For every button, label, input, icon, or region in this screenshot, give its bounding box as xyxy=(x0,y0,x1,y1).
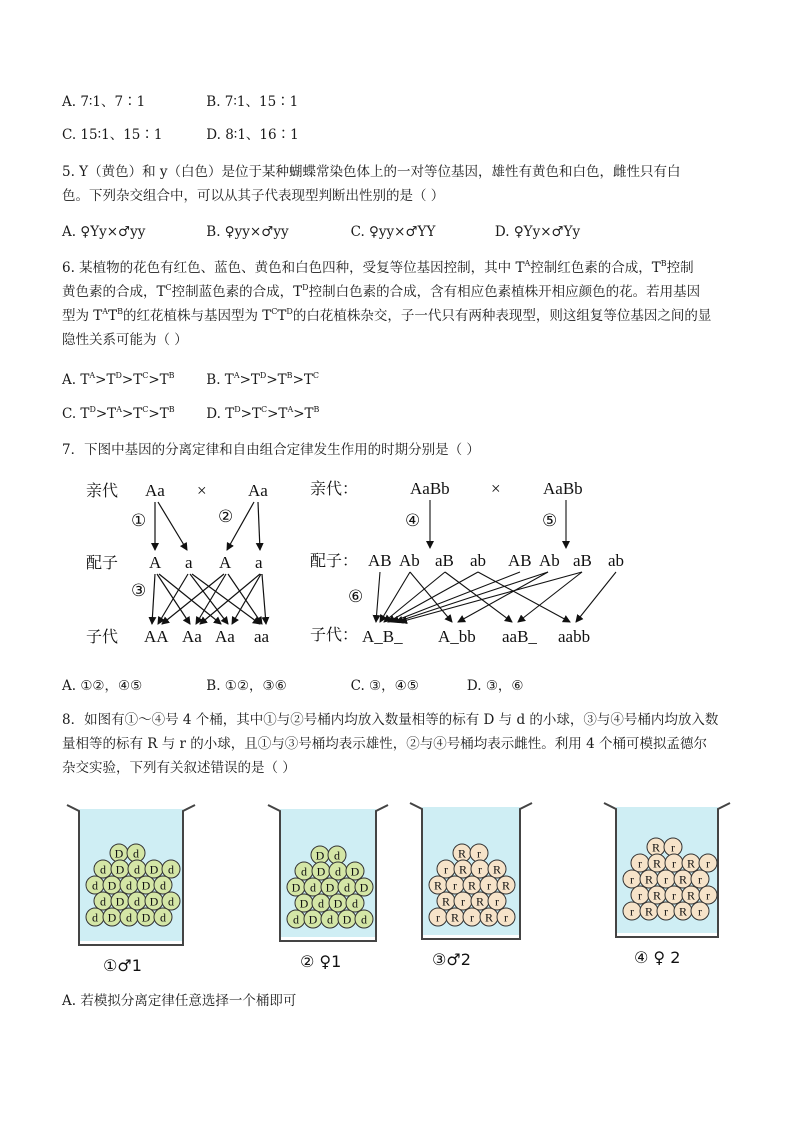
svg-text:R: R xyxy=(467,878,477,893)
q6-option-b: B. $T^A>T^D>T^B>T^C$ xyxy=(206,371,320,388)
ball xyxy=(647,838,665,856)
q4-option-row-1 xyxy=(62,92,298,112)
marker-4: ④ xyxy=(405,511,421,530)
svg-text:D: D xyxy=(115,894,125,909)
q6-option-a: A. $T^A>T^D>T^C>T^B$ xyxy=(62,371,175,388)
svg-text:D: D xyxy=(333,896,343,911)
ball xyxy=(111,860,129,878)
ball xyxy=(488,892,506,910)
ball xyxy=(312,862,330,880)
svg-text:r: r xyxy=(671,840,675,855)
ball xyxy=(312,894,330,912)
svg-text:D: D xyxy=(114,846,124,861)
ball xyxy=(137,908,155,926)
ball xyxy=(328,846,346,864)
svg-text:r: r xyxy=(453,878,457,893)
ball xyxy=(338,910,356,928)
svg-text:D: D xyxy=(359,880,369,895)
ball xyxy=(311,846,329,864)
ball xyxy=(699,854,717,872)
q6-option-d: D. $T^D>T^C>T^A>T^B$ xyxy=(206,405,320,422)
ball xyxy=(623,902,641,920)
q4-option-row-2 xyxy=(62,125,299,145)
svg-text:D: D xyxy=(299,896,309,911)
svg-text:D: D xyxy=(308,912,318,927)
q6-stem xyxy=(62,256,738,352)
ball xyxy=(691,902,709,920)
left-gamete-4: a xyxy=(255,553,263,572)
svg-text:D: D xyxy=(107,878,117,893)
svg-text:d: d xyxy=(160,910,166,925)
ball xyxy=(346,894,364,912)
svg-text:d: d xyxy=(100,862,106,877)
svg-text:d: d xyxy=(92,878,98,893)
right-gamete-1: AB xyxy=(368,551,392,570)
svg-text:D: D xyxy=(350,864,360,879)
q4-option-a: A. 7∶1、7∶1 xyxy=(62,94,146,110)
svg-text:R: R xyxy=(484,910,494,925)
ball xyxy=(429,876,447,894)
svg-text:d: d xyxy=(160,878,166,893)
q5-option-b: B. ♀yy×♂yy xyxy=(206,224,289,240)
svg-text:r: r xyxy=(461,894,465,909)
right-gamete-3: aB xyxy=(435,551,454,570)
left-offspring-4: aa xyxy=(254,627,270,646)
ball xyxy=(454,860,472,878)
svg-text:D: D xyxy=(316,864,326,879)
left-gamete-3: A xyxy=(219,553,232,572)
q5-option-a: A. ♀Yy×♂yy xyxy=(62,224,146,240)
ball xyxy=(453,844,471,862)
svg-text:R: R xyxy=(644,904,654,919)
q8-stem xyxy=(62,708,738,780)
svg-text:d: d xyxy=(92,910,98,925)
ball xyxy=(497,908,515,926)
right-cross-symbol: × xyxy=(491,479,501,498)
svg-text:d: d xyxy=(318,896,324,911)
q7-option-a: A. ①②，④⑤ xyxy=(62,678,143,694)
ball xyxy=(162,860,180,878)
bucket-4-label: ④ ♀ 2 xyxy=(634,948,681,967)
ball xyxy=(86,908,104,926)
svg-text:D: D xyxy=(107,910,117,925)
svg-text:d: d xyxy=(335,864,341,879)
marker-5: ⑤ xyxy=(542,511,558,530)
svg-text:r: r xyxy=(495,894,499,909)
left-gamete-1: A xyxy=(149,553,162,572)
left-gamete-2: a xyxy=(185,553,193,572)
bucket-3-label: ③♂2 xyxy=(432,950,471,969)
ball xyxy=(321,878,339,896)
ball xyxy=(454,892,472,910)
ball xyxy=(463,876,481,894)
q6-line-3: 型为 $T^AT^B$的红花植株与基因型为 $T^CT^D$的白花植株杂交，子一代只有两种表现型，则这组复等位基因之间的显 xyxy=(62,307,712,324)
svg-text:r: r xyxy=(664,904,668,919)
svg-text:R: R xyxy=(686,856,696,871)
right-gamete-4: ab xyxy=(470,551,487,570)
svg-text:r: r xyxy=(477,846,481,861)
ball xyxy=(329,894,347,912)
ball xyxy=(103,876,121,894)
ball xyxy=(640,870,658,888)
right-offspring-2: A_bb xyxy=(438,627,476,646)
right-offspring-3: aaB_ xyxy=(502,627,537,646)
q5-option-c: C. ♀yy×♂YY xyxy=(350,224,436,240)
ball xyxy=(674,870,692,888)
ball xyxy=(674,902,692,920)
right-gamete-7: aB xyxy=(573,551,592,570)
ball xyxy=(470,844,488,862)
ball xyxy=(154,876,172,894)
ball xyxy=(665,886,683,904)
svg-text:R: R xyxy=(686,888,696,903)
ball xyxy=(120,876,138,894)
svg-text:r: r xyxy=(638,888,642,903)
ball xyxy=(497,876,515,894)
ball xyxy=(295,862,313,880)
svg-text:d: d xyxy=(293,912,299,927)
q7-option-c: C. ③，④⑤ xyxy=(350,678,419,694)
svg-text:d: d xyxy=(327,912,333,927)
marker-1: ① xyxy=(131,511,147,530)
ball xyxy=(471,860,489,878)
svg-text:D: D xyxy=(115,862,125,877)
svg-text:r: r xyxy=(470,910,474,925)
ball xyxy=(94,892,112,910)
ball xyxy=(648,886,666,904)
left-offspring-3: Aa xyxy=(215,627,235,646)
left-cross-symbol: × xyxy=(197,481,207,500)
svg-text:D: D xyxy=(291,880,301,895)
ball xyxy=(295,894,313,912)
bucket-2 xyxy=(268,805,388,941)
svg-text:d: d xyxy=(126,910,132,925)
svg-text:D: D xyxy=(315,848,325,863)
ball xyxy=(623,870,641,888)
q6-line-1: 6. 某植物的花色有红色、蓝色、黄色和白色四种，受复等位基因控制，其中 $T^A$控制红色素的合成，$T^B$控制 xyxy=(62,259,694,276)
bucket-2-label: ② ♀1 xyxy=(300,952,342,971)
svg-text:d: d xyxy=(168,862,174,877)
q4-option-d: D. 8∶1、16∶1 xyxy=(206,127,299,143)
ball xyxy=(355,878,373,896)
ball xyxy=(338,878,356,896)
ball xyxy=(471,892,489,910)
svg-text:r: r xyxy=(436,910,440,925)
q5-option-d: D. ♀Yy×♂Yy xyxy=(494,224,581,240)
ball xyxy=(321,910,339,928)
left-offspring-2: Aa xyxy=(182,627,202,646)
svg-text:r: r xyxy=(487,878,491,893)
ball xyxy=(463,908,481,926)
svg-text:D: D xyxy=(149,894,159,909)
q7-stem: 7．下图中基因的分离定律和自由组合定律发生作用的时期分别是（ ） xyxy=(62,442,480,458)
q8-buckets-figure xyxy=(0,795,794,980)
ball xyxy=(665,854,683,872)
svg-text:R: R xyxy=(475,894,485,909)
ball xyxy=(287,878,305,896)
left-parent-2: Aa xyxy=(248,481,268,500)
svg-text:d: d xyxy=(134,862,140,877)
bucket-1-label: ①♂1 xyxy=(103,956,142,975)
svg-text:R: R xyxy=(652,856,662,871)
svg-text:R: R xyxy=(492,862,502,877)
left-parent-1: Aa xyxy=(145,481,165,500)
svg-text:R: R xyxy=(652,888,662,903)
left-offspring-1: AA xyxy=(144,627,169,646)
marker-2: ② xyxy=(218,507,234,526)
ball xyxy=(691,870,709,888)
svg-text:d: d xyxy=(126,878,132,893)
marker-3: ③ xyxy=(131,581,147,600)
svg-text:R: R xyxy=(457,846,467,861)
svg-text:d: d xyxy=(310,880,316,895)
ball xyxy=(480,876,498,894)
svg-text:r: r xyxy=(638,856,642,871)
svg-text:r: r xyxy=(630,872,634,887)
ball xyxy=(631,854,649,872)
right-gamete-2: Ab xyxy=(399,551,420,570)
ball xyxy=(346,862,364,880)
svg-text:r: r xyxy=(698,872,702,887)
svg-text:r: r xyxy=(706,856,710,871)
q6-option-row-2 xyxy=(62,404,319,424)
ball xyxy=(94,860,112,878)
svg-text:D: D xyxy=(325,880,335,895)
right-offspring-4: aabb xyxy=(558,627,591,646)
q6-option-c: C. $T^D>T^A>T^C>T^B$ xyxy=(62,405,175,422)
right-offspring-1: A_B_ xyxy=(362,627,403,646)
q6-line-2: 黄色素的合成，$T^C$控制蓝色素的合成，$T^D$控制白色素的合成，含有相应色素植株开相应颜色的花。若用基因 xyxy=(62,283,701,300)
ball xyxy=(287,910,305,928)
marker-6: ⑥ xyxy=(348,587,364,606)
ball xyxy=(137,876,155,894)
bucket-1 xyxy=(67,805,195,945)
q7-option-d: D. ③，⑥ xyxy=(466,678,524,694)
svg-text:D: D xyxy=(342,912,352,927)
svg-text:r: r xyxy=(630,904,634,919)
ball xyxy=(657,870,675,888)
q7-genetics-diagram xyxy=(0,470,794,660)
svg-text:R: R xyxy=(678,904,688,919)
right-parent-label: 亲代： xyxy=(310,479,359,498)
ball xyxy=(682,886,700,904)
svg-text:r: r xyxy=(672,856,676,871)
ball xyxy=(437,892,455,910)
svg-text:d: d xyxy=(352,896,358,911)
ball xyxy=(640,902,658,920)
q7-options xyxy=(62,676,524,696)
right-parent-1: AaBb xyxy=(410,479,450,498)
q6-line-4: 隐性关系可能为（ ） xyxy=(62,332,188,348)
right-gamete-label: 配子： xyxy=(310,551,359,570)
ball xyxy=(446,876,464,894)
svg-text:R: R xyxy=(433,878,443,893)
ball xyxy=(429,908,447,926)
ball xyxy=(480,908,498,926)
ball xyxy=(355,910,373,928)
ball xyxy=(664,838,682,856)
ball xyxy=(145,860,163,878)
svg-text:d: d xyxy=(344,880,350,895)
svg-text:R: R xyxy=(651,840,661,855)
ball xyxy=(103,908,121,926)
right-parent-2: AaBb xyxy=(543,479,583,498)
ball xyxy=(145,892,163,910)
svg-text:r: r xyxy=(444,862,448,877)
svg-text:d: d xyxy=(361,912,367,927)
right-gamete-5: AB xyxy=(508,551,532,570)
right-gamete-8: ab xyxy=(608,551,625,570)
left-offspring-label: 子代 xyxy=(86,627,119,646)
svg-text:D: D xyxy=(141,910,151,925)
ball xyxy=(446,908,464,926)
ball xyxy=(110,844,128,862)
q8-line-3: 杂交实验，下列有关叙述错误的是（ ） xyxy=(62,760,296,776)
svg-text:d: d xyxy=(334,848,340,863)
ball xyxy=(162,892,180,910)
ball xyxy=(128,860,146,878)
q8-line-2: 量相等的标有 R 与 r 的小球，且①与③号桶均表示雄性，②与④号桶均表示雌性。利用 4 个桶可模拟孟德尔 xyxy=(62,736,707,752)
ball xyxy=(111,892,129,910)
ball xyxy=(488,860,506,878)
svg-text:R: R xyxy=(678,872,688,887)
ball xyxy=(699,886,717,904)
bucket-3 xyxy=(410,803,532,939)
ball xyxy=(120,908,138,926)
ball xyxy=(86,876,104,894)
svg-text:d: d xyxy=(301,864,307,879)
ball xyxy=(304,910,322,928)
q8-option-a: A. 若模拟分离定律任意选择一个桶即可 xyxy=(62,993,297,1009)
bucket-4 xyxy=(604,803,730,937)
svg-text:d: d xyxy=(168,894,174,909)
ball xyxy=(127,844,145,862)
q7-option-b: B. ①②，③⑥ xyxy=(206,678,287,694)
ball xyxy=(437,860,455,878)
left-parent-label: 亲代 xyxy=(86,481,119,500)
svg-text:R: R xyxy=(501,878,511,893)
svg-text:r: r xyxy=(672,888,676,903)
q4-option-b: B. 7∶1、15∶1 xyxy=(206,94,299,110)
svg-text:d: d xyxy=(134,894,140,909)
q8-line-1: 8．如图有①～④号 4 个桶，其中①与②号桶内均放入数量相等的标有 D 与 d 的小球，③与④号桶内均放入数 xyxy=(62,712,719,728)
right-offspring-label: 子代： xyxy=(310,625,359,644)
ball xyxy=(154,908,172,926)
ball xyxy=(304,878,322,896)
svg-text:D: D xyxy=(141,878,151,893)
svg-text:R: R xyxy=(450,910,460,925)
svg-text:r: r xyxy=(706,888,710,903)
left-arrows xyxy=(152,502,266,624)
ball xyxy=(682,854,700,872)
ball xyxy=(128,892,146,910)
q6-option-row-1 xyxy=(62,370,319,390)
left-gamete-label: 配子 xyxy=(86,553,119,572)
svg-text:R: R xyxy=(644,872,654,887)
svg-text:R: R xyxy=(458,862,468,877)
ball xyxy=(648,854,666,872)
q5-stem xyxy=(62,160,738,208)
q5-line-2: 色。下列杂交组合中，可以从其子代表现型判断出性别的是（ ） xyxy=(62,188,445,204)
svg-text:D: D xyxy=(149,862,159,877)
svg-text:r: r xyxy=(504,910,508,925)
ball xyxy=(657,902,675,920)
q5-line-1: 5. Y（黄色）和 y（白色）是位于某种蝴蝶常染色体上的一对等位基因，雄性有黄色和白色，雌性只有白 xyxy=(62,164,681,180)
svg-text:d: d xyxy=(133,846,139,861)
q5-options xyxy=(62,222,580,242)
svg-text:R: R xyxy=(441,894,451,909)
ball xyxy=(631,886,649,904)
svg-text:r: r xyxy=(664,872,668,887)
svg-text:r: r xyxy=(478,862,482,877)
svg-text:r: r xyxy=(698,904,702,919)
svg-text:d: d xyxy=(100,894,106,909)
ball xyxy=(329,862,347,880)
q4-option-c: C. 15∶1、15∶1 xyxy=(62,127,163,143)
right-gamete-6: Ab xyxy=(539,551,560,570)
